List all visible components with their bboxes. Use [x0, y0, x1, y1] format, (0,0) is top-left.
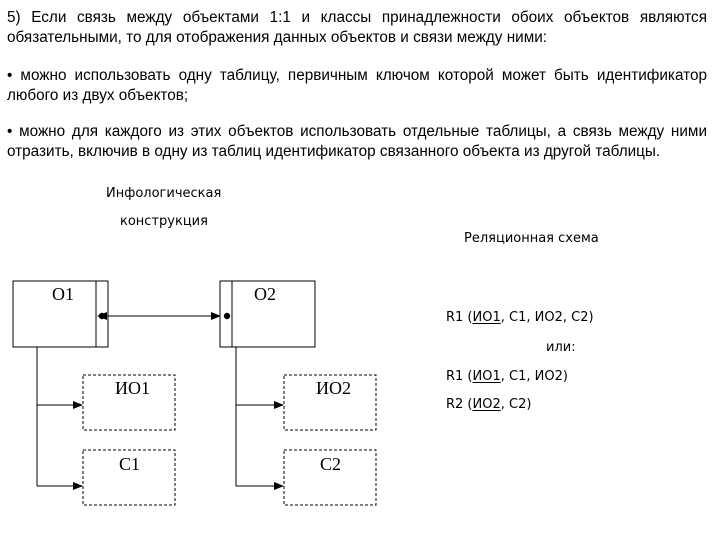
relation-r1-short-key: ИО1: [472, 369, 501, 384]
relation-r1-full-key: ИО1: [472, 310, 501, 325]
relation-r1-short-rest: , С1, ИО2): [500, 369, 568, 384]
relation-r1-full-rest: , С1, ИО2, С2): [500, 310, 594, 325]
attribute-io2-label: ИО2: [316, 378, 351, 398]
entity-o1-label: О1: [52, 284, 74, 304]
entity-o2-label: О2: [254, 284, 276, 304]
relation-r2-rest: , С2): [500, 397, 532, 412]
relational-schema-title: Реляционная схема: [464, 231, 599, 246]
bullet-one-table: • можно использовать одну таблицу, первичным ключом которой может быть идентификатор любого из двух объектов;: [7, 67, 707, 104]
attribute-c1-label: С1: [119, 454, 141, 474]
infological-label-line2: конструкция: [120, 214, 208, 229]
relation-r1-full: [446, 310, 594, 325]
relation-r1-short: [446, 369, 568, 384]
attribute-io1-label: ИО1: [115, 378, 150, 398]
relation-r2: [446, 397, 531, 412]
attribute-c2-label: С2: [320, 454, 342, 474]
relation-r1-short-prefix: R1 (: [446, 369, 473, 384]
relation-r2-prefix: R2 (: [446, 397, 473, 412]
intro-paragraph: 5) Если связь между объектами 1:1 и классы принадлежности обоих объектов являются обязательными, то для отображения данных объектов и связи между ними:: [7, 9, 707, 46]
or-label: или:: [546, 340, 576, 355]
bullet-separate-tables: • можно для каждого из этих объектов использовать отдельные таблицы, а связь между ними отразить, включив в одну из таблиц идентификатор связанного объекта из другой таблицы.: [7, 123, 707, 160]
relation-r2-key: ИО2: [472, 397, 501, 412]
infological-label-line1: Инфологическая: [106, 186, 222, 201]
relation-r1-full-prefix: R1 (: [446, 310, 473, 325]
